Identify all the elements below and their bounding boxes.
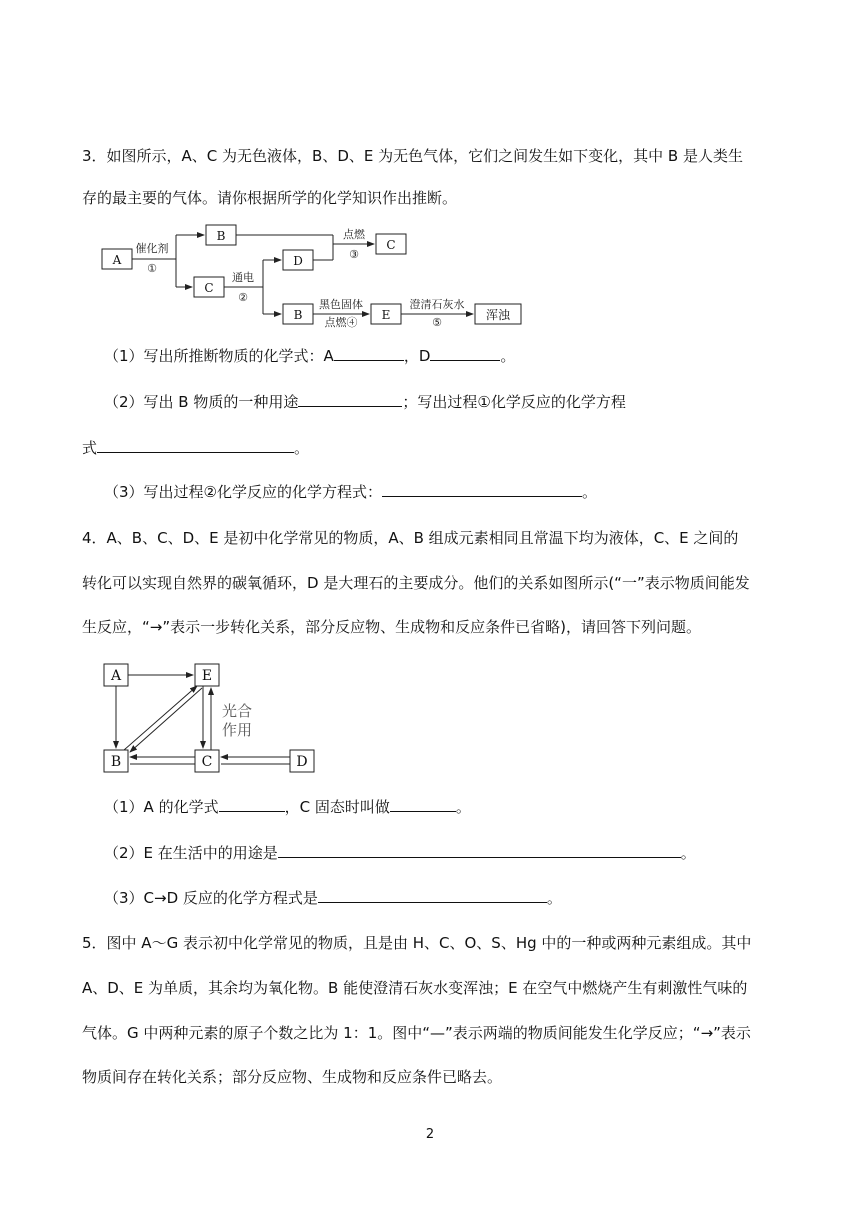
q4-box-b-label: B (110, 754, 122, 770)
page-number: 2 (425, 1127, 435, 1142)
q3-box-b-top-label: B (216, 229, 226, 243)
q4-part-1 (104, 797, 471, 817)
q3-label-limewater: 澄清石灰水 (409, 298, 465, 311)
q3-part-3-text: （3）写出过程②化学反应的化学方程式： (104, 483, 382, 501)
q4-answer-equation-blank[interactable] (318, 888, 547, 903)
q3-box-a-label: A (112, 253, 122, 267)
q3-flow-diagram (100, 222, 530, 330)
q3-answer-b-use-blank[interactable] (298, 392, 402, 407)
q3-answer-equation-1-blank[interactable] (97, 438, 294, 453)
q3-part-2-text-b: ；写出过程①化学反应的化学方程 (402, 393, 626, 411)
q5-stem-line-3: 气体。G 中两种元素的原子个数之比为 1：1。图中“—”表示两端的物质间能发生化学反应；“→”表示 (82, 1024, 751, 1042)
q3-box-c-right-label: C (386, 238, 396, 252)
q3-box-turbid-label: 浑浊 (485, 308, 511, 322)
q4-part-1-text-c: ，C 固态时叫做 (284, 798, 390, 816)
q4-label-photosynthesis-1: 光合 (222, 702, 253, 720)
q3-answer-equation-2-blank[interactable] (382, 482, 582, 497)
q3-label-electrolysis: 通电 (232, 271, 254, 284)
q3-part-3 (104, 482, 597, 502)
q3-box-b-bottom-label: B (293, 308, 303, 322)
q3-part-1-period: 。 (500, 347, 516, 365)
q3-part-2-period: 。 (294, 439, 310, 457)
q3-answer-a-blank[interactable] (334, 346, 404, 361)
q3-label-catalyst: 催化剂 (135, 242, 169, 255)
q3-box-d-label: D (293, 254, 303, 268)
q3-part-1-text: （1）写出所推断物质的化学式：A (104, 347, 334, 365)
q3-part-2-text: （2）写出 B 物质的一种用途 (104, 393, 299, 411)
q4-part-3 (104, 888, 562, 908)
q3-part-2 (104, 392, 626, 412)
q3-stem-line-2: 存的最主要的气体。请你根据所学的化学知识作出推断。 (82, 189, 458, 207)
q3-part-2-text-c: 式 (82, 439, 98, 457)
q4-part-2-period: 。 (680, 844, 696, 862)
q4-part-1-period: 。 (455, 798, 471, 816)
q4-box-d-label: D (296, 754, 308, 770)
q4-answer-a-blank[interactable] (219, 797, 285, 812)
q4-box-e-label: E (201, 668, 213, 684)
q3-part-3-period: 。 (582, 483, 598, 501)
q3-label-step-3: ③ (349, 248, 359, 261)
q4-answer-e-use-blank[interactable] (278, 843, 681, 858)
q5-stem-line-4: 物质间存在转化关系；部分反应物、生成物和反应条件已略去。 (82, 1068, 503, 1086)
q4-stem-line-3: 生反应，“→”表示一步转化关系，部分反应物、生成物和反应条件已省略)，请回答下列问题。 (82, 618, 701, 636)
q4-part-3-period: 。 (546, 889, 562, 907)
q3-part-1-text-d: ，D (403, 347, 431, 365)
q4-relation-diagram (100, 660, 320, 778)
q4-answer-c-solid-blank[interactable] (390, 797, 456, 812)
q4-part-2 (104, 843, 696, 863)
q4-box-c-label: C (201, 754, 213, 770)
q4-label-photosynthesis-2: 作用 (222, 721, 253, 739)
q3-label-step-5: ⑤ (432, 316, 442, 329)
q4-part-1-text: （1）A 的化学式 (104, 798, 219, 816)
q3-label-step-1: ① (147, 262, 157, 275)
q3-answer-d-blank[interactable] (430, 346, 500, 361)
q4-stem-line-1: 4．A、B、C、D、E 是初中化学常见的物质，A、B 组成元素相同且常温下均为液体，C、E 之间的 (82, 529, 739, 547)
q3-box-e-label: E (381, 308, 391, 322)
q3-stem-line-1: 3．如图所示，A、C 为无色液体，B、D、E 为无色气体，它们之间发生如下变化，其中 B 是人类生 (82, 147, 743, 165)
q4-stem-line-2: 转化可以实现自然界的碳氧循环，D 是大理石的主要成分。他们的关系如图所示(“一”表示物质间能发 (82, 574, 750, 592)
q3-part-1 (104, 346, 515, 366)
q3-part-2-cont (82, 438, 309, 458)
q3-label-black-solid: 黑色固体 (319, 298, 363, 311)
q5-stem-line-1: 5．图中 A～G 表示初中化学常见的物质，且是由 H、C、O、S、Hg 中的一种或两种元素组成。其中 (82, 934, 752, 952)
q3-box-c-label: C (204, 281, 214, 295)
q3-label-ignite: 点燃 (343, 228, 365, 241)
q4-part-2-text: （2）E 在生活中的用途是 (104, 844, 278, 862)
q4-box-a-label: A (110, 668, 122, 684)
q5-stem-line-2: A、D、E 为单质，其余均为氧化物。B 能使澄清石灰水变浑浊；E 在空气中燃烧产生有刺激性气味的 (82, 979, 748, 997)
q3-label-ignite-4: 点燃④ (324, 316, 358, 329)
q4-part-3-text: （3）C→D 反应的化学方程式是 (104, 889, 318, 907)
q3-label-step-2: ② (238, 291, 248, 304)
